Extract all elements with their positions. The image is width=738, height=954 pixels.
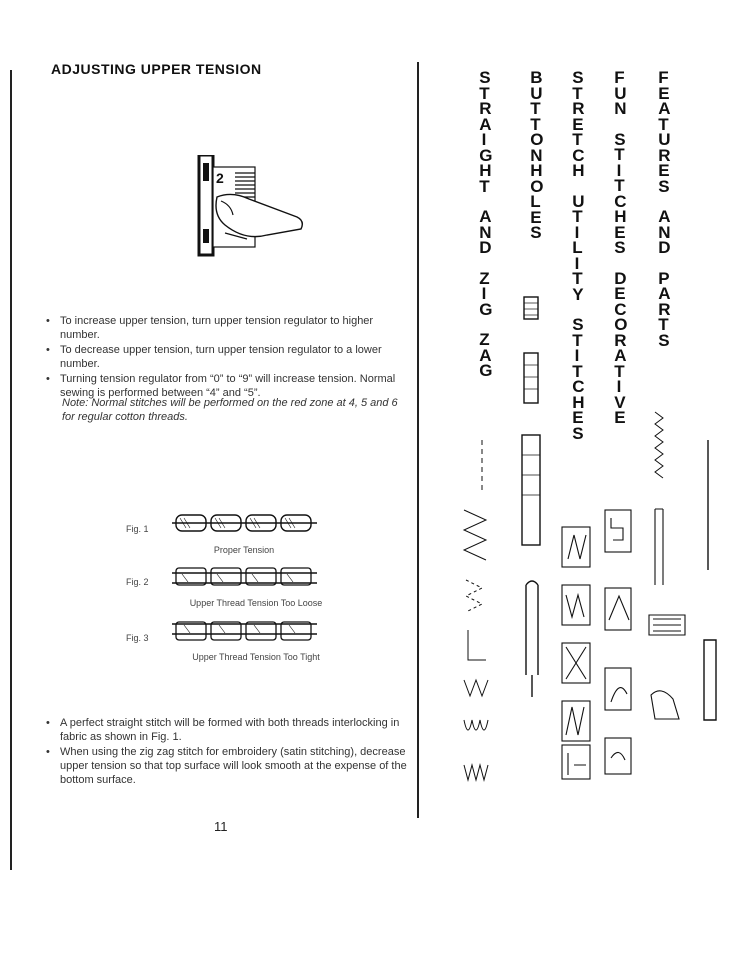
page-title: ADJUSTING UPPER TENSION [51,61,262,77]
tension-dial-illustration [197,155,307,270]
tab-word: STRAIGHT [479,68,493,196]
tab-word: UTILITY [572,191,585,304]
stretch-stitch-samples [560,525,596,780]
tips-list [46,716,412,788]
tab-word: ZAG [479,330,493,380]
column-divider [417,62,419,818]
machine-edge-illustration [700,440,718,730]
tab-buttonholes [523,70,547,241]
buttonhole-stitch-samples [514,295,550,705]
tip-item: • A perfect straight stitch will be formed with both threads interlocking in fabric as shown in Fig. 1. [46,716,412,744]
presser-foot-illustrations [645,505,705,745]
instruction-item: • To increase upper tension, turn upper tension regulator to higher number. [46,314,412,342]
figure-label: Fig. 3 [126,633,149,643]
loose-tension-stitch [172,565,317,587]
tab-word: ZIG [479,268,493,319]
tab-word: AND [658,207,671,257]
left-margin-rule [10,70,12,870]
tab-word: FEATURES [658,68,671,196]
tab-straight-and-zig-zag [472,70,496,379]
tab-word: DECORATIVE [614,268,628,427]
tip-item: • When using the zig zag stitch for embroidery (satin stitching), decrease upper tension so that top surface will look smooth at the expense of the bottom surface. [46,745,412,787]
straight-zigzag-stitch-samples [458,440,500,800]
instruction-item: • Turning tension regulator from “0” to “9” will increase tension. Normal sewing is performed between “4” and “5”. [46,372,412,400]
page-number: 11 [214,819,228,834]
note-text: Note: Normal stitches will be performed on the red zone at 4, 5 and 6 for regular cotton threads. [62,397,398,423]
dial-number: 2 [216,170,224,186]
tab-word: BUTTONHOLES [530,68,544,242]
tab-fun-stitches-decorative [607,70,631,426]
tab-word: STRETCH [572,68,585,180]
tab-word: FUN [614,68,627,118]
tight-tension-stitch [172,620,317,642]
tab-word: STITCHES [572,315,585,443]
tab-word: AND [479,207,492,257]
tab-word: PARTS [658,268,671,350]
tab-stretch-utility-stitches [565,70,589,441]
tab-word: STITCHES [614,129,627,257]
feature-zigzag-icon [653,410,665,482]
decorative-stitch-samples [603,508,635,778]
proper-tension-stitch [172,512,317,534]
figure-caption: Upper Thread Tension Too Tight [192,652,320,662]
instruction-item: • To decrease upper tension, turn upper tension regulator to a lower number. [46,343,412,371]
figure-caption: Proper Tension [213,545,275,555]
figure-caption: Upper Thread Tension Too Loose [189,598,323,608]
tab-features-and-parts [651,70,675,348]
figure-label: Fig. 1 [126,524,149,534]
figure-label: Fig. 2 [126,577,149,587]
instructions-list [46,314,412,401]
